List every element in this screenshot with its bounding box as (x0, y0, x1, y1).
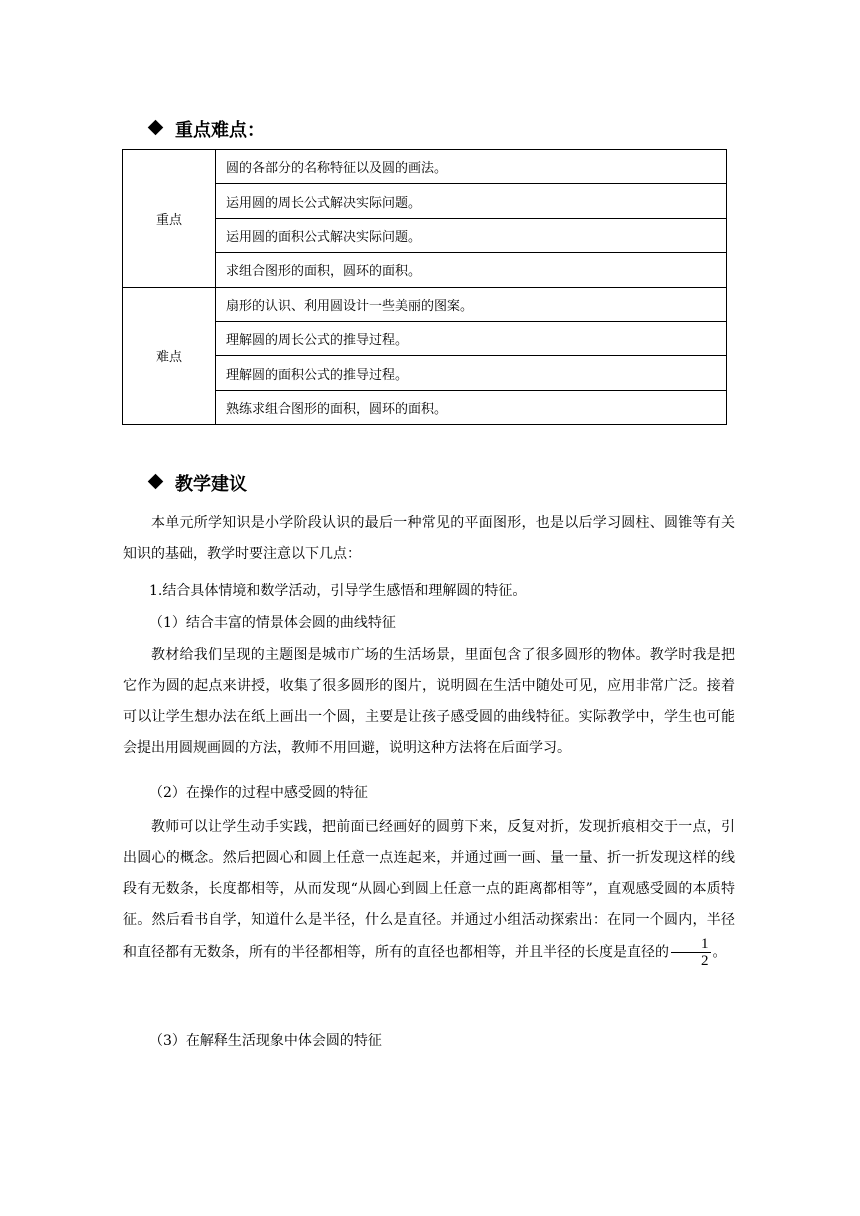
intro-paragraph: 本单元所学知识是小学阶段认识的最后一种常见的平面图形，也是以后学习圆柱、圆锥等有关知识的基础，教学时要注意以下几点： (123, 515, 735, 562)
fraction-numerator: 1 (671, 936, 711, 953)
section-title: 教学建议 (175, 474, 247, 495)
category-cell: 重点 (123, 150, 216, 288)
paragraph-text: 教师可以让学生动手实践，把前面已经画好的圆剪下来，反复对折，发现折痕相交于一点，引出圆心的概念。然后把圆心和圆上任意一点连起来，并通过画一画、量一量、折一折发现这样的线段有无数条，长度都相等，从而发现“从圆心到圆上任意一点的距离都相等”，直观感受圆的本质特征。然后看书自学，知道什么是半径，什么是直径。并通过小组活动探索出：在同一个圆内，半径和直径都有无数条，所有的半径都相等，所有的直径也都相等，并且半径的长度是直径的 (123, 819, 735, 961)
section-title: 重点难点： (175, 120, 265, 141)
table-cell: 运用圆的周长公式解决实际问题。 (216, 184, 727, 218)
body-paragraph: 教材给我们呈现的主题图是城市广场的生活场景，里面包含了很多圆形的物体。教学时我是把它作为圆的起点来讲授，收集了很多圆形的图片，说明圆在生活中随处可见，应用非常广泛。接着可以让学生想办法在纸上画出一个圆，主要是让孩子感受圆的曲线特征。实际教学中，学生也可能会提出用圆规画圆的方法，教师不用回避，说明这种方法将在后面学习。 (123, 647, 735, 756)
category-cell: 难点 (123, 287, 216, 425)
diamond-bullet-icon (148, 474, 164, 490)
section-heading-key-points (150, 116, 265, 142)
key-points-table (122, 149, 727, 425)
sub-heading: （1）结合丰富的情景体会圆的曲线特征 (149, 615, 396, 631)
body-paragraph (123, 812, 735, 969)
point-heading: 1.结合具体情境和数学活动，引导学生感悟和理解圆的特征。 (149, 583, 527, 599)
sub-heading: （2）在操作的过程中感受圆的特征 (149, 785, 368, 801)
table-row (123, 150, 727, 184)
paragraph-end: 。 (712, 944, 727, 961)
table-cell: 理解圆的面积公式的推导过程。 (216, 356, 727, 390)
table-cell: 扇形的认识、利用圆设计一些美丽的图案。 (216, 287, 727, 321)
table-cell: 求组合图形的面积，圆环的面积。 (216, 253, 727, 287)
table-cell: 圆的各部分的名称特征以及圆的画法。 (216, 150, 727, 184)
section-heading-teaching-suggestions (150, 470, 247, 496)
table-cell: 熟练求组合图形的面积，圆环的面积。 (216, 390, 727, 424)
table-cell: 运用圆的面积公式解决实际问题。 (216, 218, 727, 252)
diamond-bullet-icon (148, 120, 164, 136)
sub-heading: （3）在解释生活现象中体会圆的特征 (149, 1033, 382, 1049)
fraction-denominator: 2 (701, 953, 709, 969)
fraction (671, 936, 711, 969)
table-cell: 理解圆的周长公式的推导过程。 (216, 321, 727, 355)
table-row (123, 287, 727, 321)
